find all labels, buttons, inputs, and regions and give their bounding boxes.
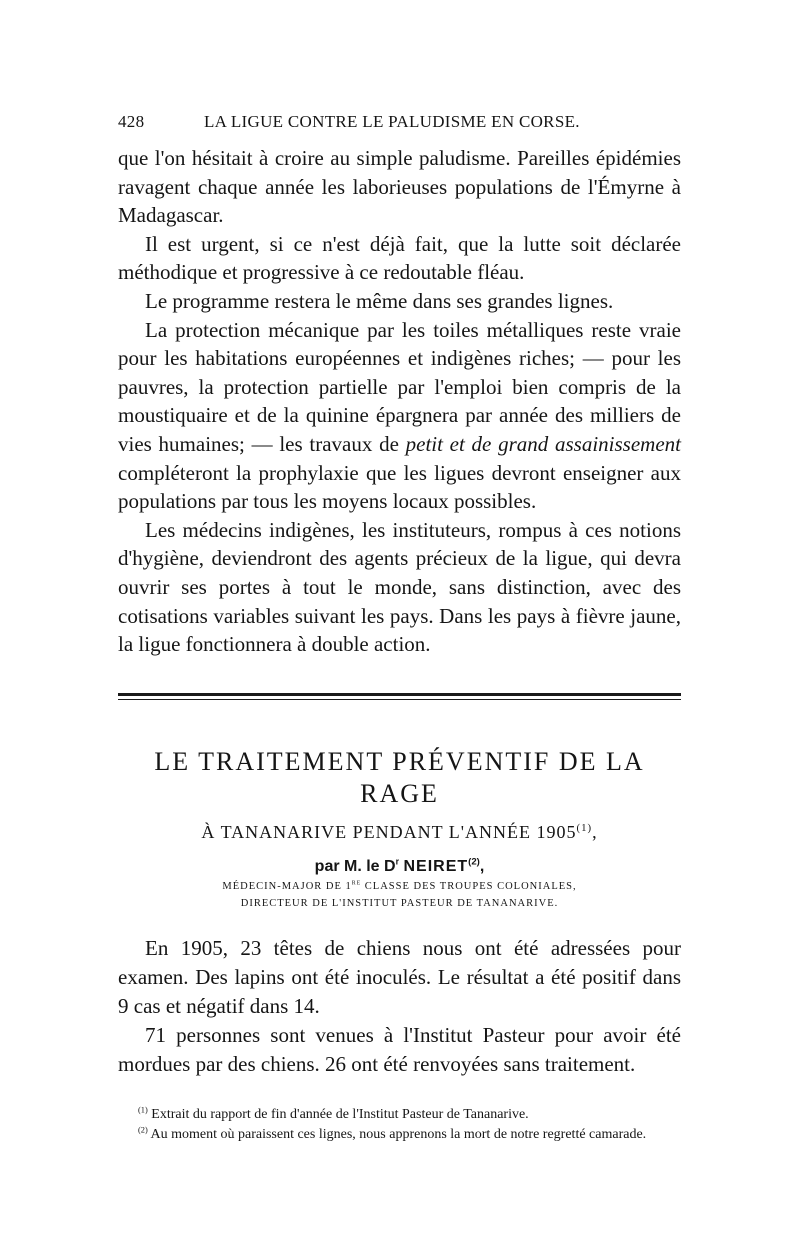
paragraph: Il est urgent, si ce n'est déjà fait, que la lutte soit déclarée méthodique et progressive à ce redoutable fléau. — [118, 231, 681, 285]
footnote-mark: (2) — [138, 1125, 148, 1135]
subtitle-punct: , — [592, 821, 598, 842]
footnote-mark: (1) — [138, 1105, 148, 1115]
book-page — [118, 112, 681, 1145]
divider-thick-rule — [118, 693, 681, 696]
page-number: 428 — [118, 112, 145, 131]
article-subtitle — [118, 820, 681, 844]
article-body — [118, 934, 681, 1079]
previous-article-text — [118, 144, 681, 659]
affiliation-text: MÉDECIN-MAJOR DE 1 — [222, 880, 352, 892]
paragraph: 71 personnes sont venues à l'Institut Pasteur pour avoir été mordues par des chiens. 26 ont été renvoyées sans traitement. — [118, 1022, 681, 1076]
footnote-ref-1: (1) — [576, 821, 593, 834]
footnotes — [118, 1105, 681, 1145]
affiliation-sup: RE — [351, 880, 362, 887]
paragraph: Les médecins indigènes, les instituteurs, rompus à ces notions d'hygiène, deviendront des agents précieux de la ligue, qui devra ouvrir ses portes à tout le monde, sans distinction, avec des cotisations variables suivant les pays. Dans les pays à fièvre jaune, la ligue fonctionnera à double action. — [118, 517, 681, 657]
author-name: NEIRET — [403, 857, 469, 875]
footnote — [118, 1125, 681, 1145]
author-punct: , — [479, 857, 485, 875]
author-title-sup: r — [395, 856, 400, 867]
article-title: LE TRAITEMENT PRÉVENTIF DE LA RAGE — [154, 746, 645, 808]
paragraph — [118, 316, 681, 516]
footnote — [118, 1105, 681, 1125]
italic-phrase: petit et de grand assainissement — [405, 431, 681, 456]
author-affiliation — [118, 878, 681, 895]
author-affiliation: DIRECTEUR DE L'INSTITUT PASTEUR DE TANANARIVE. — [240, 897, 559, 909]
author-line — [118, 856, 681, 878]
paragraph-text: La protection mécanique par les toiles métalliques reste vraie pour les habitations européennes et indigènes riches; — pour les pauvres, la protection partielle par l'emploi bien compris de la moustiquaire et de la quinine épargnera par année des milliers de vies humaines; — les travaux de — [118, 317, 681, 456]
footnote-ref-2: (2) — [468, 856, 480, 868]
paragraph-text: compléteront la prophylaxie que les ligues devront enseigner aux populations par tous les moyens locaux possibles. — [118, 460, 681, 514]
paragraph: que l'on hésitait à croire au simple paludisme. Pareilles épidémies ravagent chaque année les laborieuses populations de l'Émyrne à Madagascar. — [118, 146, 681, 228]
running-head-title: LA LIGUE CONTRE LE PALUDISME EN CORSE. — [204, 112, 580, 131]
section-divider — [118, 693, 681, 700]
paragraph: Le programme restera le même dans ses grandes lignes. — [145, 288, 614, 313]
footnote-text: Au moment où paraissent ces lignes, nous apprenons la mort de notre regretté camarade. — [150, 1126, 647, 1142]
author-prefix: par M. le D — [314, 857, 396, 875]
subtitle-text: À TANANARIVE PENDANT L'ANNÉE 1905 — [201, 821, 577, 842]
divider-thin-rule — [118, 699, 681, 700]
paragraph: En 1905, 23 têtes de chiens nous ont été adressées pour examen. Des lapins ont été inoculés. Le résultat a été positif dans 9 cas et négatif dans 14. — [118, 935, 681, 1018]
affiliation-text: CLASSE DES TROUPES COLONIALES, — [361, 880, 577, 892]
footnote-text: Extrait du rapport de fin d'année de l'Institut Pasteur de Tananarive. — [151, 1106, 529, 1122]
running-head — [118, 112, 681, 144]
